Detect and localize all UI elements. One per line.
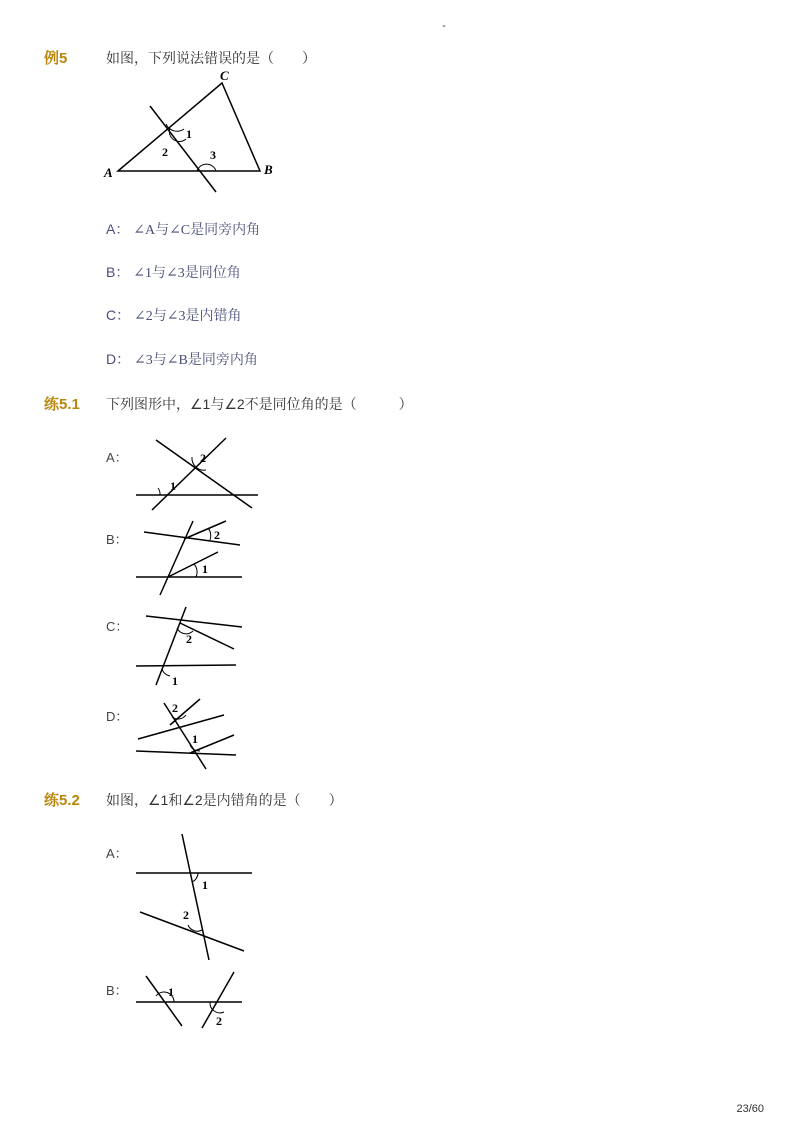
- angle-1-label: 1: [192, 732, 198, 746]
- example-5-option-c[interactable]: [106, 305, 241, 325]
- practice-5-1-question: 下列图形中，∠1与∠2不是同位角的是（ ）: [106, 396, 413, 412]
- angle-1-label: 1: [168, 985, 174, 999]
- angle-1-label: 1: [170, 479, 176, 493]
- example-5-option-a[interactable]: [106, 219, 260, 239]
- transversal-line: [150, 106, 216, 192]
- top-mark: -: [442, 18, 446, 32]
- angle-1-label: 1: [172, 674, 178, 688]
- example-5-option-d[interactable]: [106, 349, 258, 369]
- option-key: B：: [106, 264, 130, 280]
- angle-2-label: 2: [183, 908, 189, 922]
- angle-2-label: 2: [200, 451, 206, 465]
- example-5-tag: 例5: [44, 50, 68, 67]
- vertex-a-label: A: [104, 165, 113, 180]
- option-text: 是同位角: [184, 264, 241, 280]
- option-text: 是内错角: [185, 307, 242, 323]
- angle-2-label: 2: [214, 528, 220, 542]
- example-5-option-b[interactable]: [106, 262, 241, 282]
- angle-1-label: 1: [202, 878, 208, 892]
- page-number: 23/60: [736, 1103, 764, 1115]
- angle-1-label: 1: [202, 562, 208, 576]
- option-key: D：: [106, 351, 131, 367]
- practice-5-2-question: 如图，∠1和∠2是内错角的是（ ）: [106, 792, 343, 808]
- angle-2-label: 2: [186, 632, 192, 646]
- practice-5-2-option-a-key[interactable]: A：: [106, 846, 128, 861]
- vertex-c-label: C: [220, 68, 229, 83]
- practice-5-1-option-a-key[interactable]: A：: [106, 450, 128, 465]
- practice-5-1-option-b-key[interactable]: B：: [106, 532, 128, 547]
- angle-2-label: 2: [216, 1014, 222, 1028]
- practice-5-2-tag: 练5.2: [44, 792, 80, 809]
- vertex-b-label: B: [264, 162, 273, 177]
- practice-5-1-figure-a[interactable]: [130, 432, 265, 514]
- practice-5-1-option-d-key[interactable]: D：: [106, 709, 129, 724]
- practice-5-2-figure-a[interactable]: [130, 830, 255, 965]
- option-math: ∠2与∠3: [134, 309, 186, 324]
- practice-5-2-figure-b[interactable]: [130, 968, 250, 1033]
- example-5-triangle-figure: [100, 66, 290, 196]
- option-key: C：: [106, 307, 131, 323]
- practice-5-1-tag: 练5.1: [44, 396, 80, 413]
- angle-2-label: 2: [172, 701, 178, 715]
- practice-5-2-option-b-key[interactable]: B：: [106, 983, 128, 998]
- option-text: 是同旁内角: [187, 351, 258, 367]
- option-key: A：: [106, 221, 130, 237]
- option-math: ∠3与∠B: [134, 353, 188, 368]
- option-math: ∠A与∠C: [133, 223, 191, 238]
- angle-1-label: 1: [186, 127, 192, 141]
- example-5-question: 如图，下列说法错误的是（ ）: [106, 50, 316, 66]
- option-math: ∠1与∠3: [133, 266, 185, 281]
- practice-5-1-figure-d[interactable]: [130, 695, 250, 775]
- angle-2-label: 2: [162, 145, 168, 159]
- practice-5-1-option-c-key[interactable]: C：: [106, 619, 129, 634]
- practice-5-1-figure-b[interactable]: [130, 515, 250, 600]
- option-text: 是同旁内角: [190, 221, 261, 237]
- practice-5-1-figure-c[interactable]: [130, 603, 250, 691]
- angle-3-label: 3: [210, 148, 216, 162]
